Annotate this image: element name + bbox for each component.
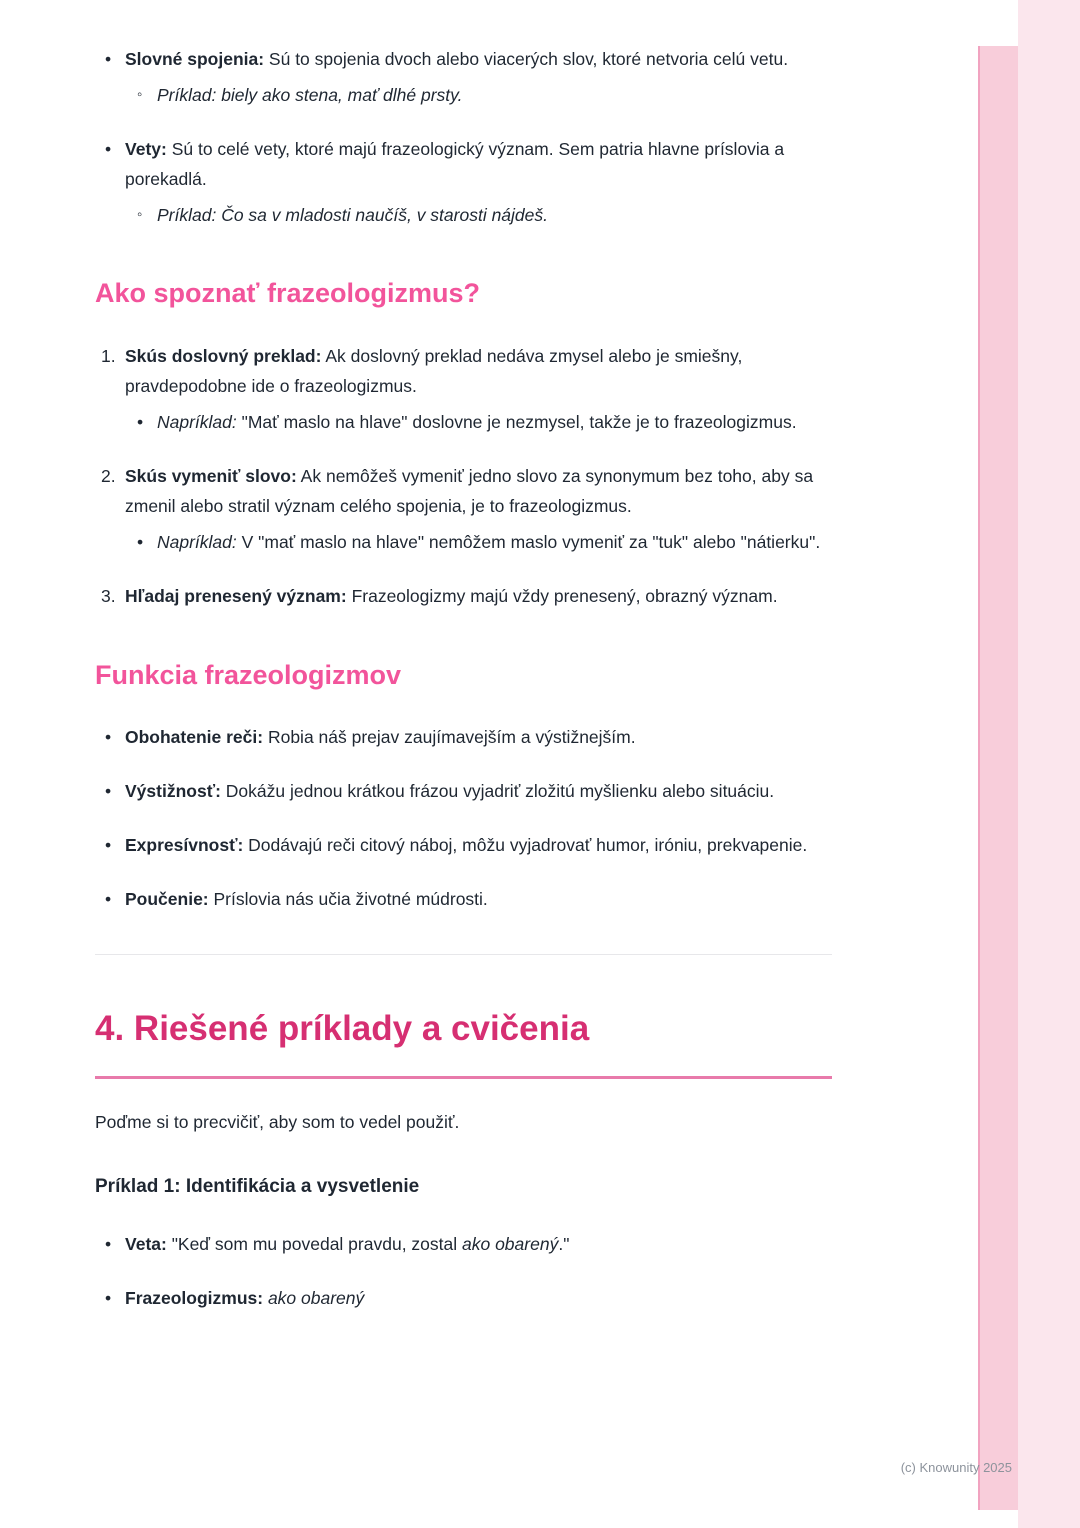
- list-item-body: [125, 884, 832, 914]
- item-text: "Keď som mu povedal pravdu, zostal: [166, 1234, 462, 1255]
- item-lead: Veta:: [125, 1234, 167, 1255]
- exercises-title: 4. Riešené príklady a cvičenia: [95, 999, 832, 1078]
- bullet-icon: •: [105, 727, 112, 747]
- list-item-body: [125, 341, 832, 437]
- list-item: [95, 44, 832, 110]
- page-edge-band: [978, 46, 1018, 1510]
- bullet-icon: •: [105, 1234, 112, 1255]
- list-number: 3.: [101, 586, 116, 607]
- item-lead: Obohatenie reči:: [125, 727, 264, 747]
- item-text: Sú to celé vety, ktoré majú frazeologický význam. Sem patria hlavne príslovia a porekadlá.: [125, 139, 785, 190]
- circle-bullet-icon: ◦: [137, 206, 143, 224]
- list-number: 1.: [101, 345, 116, 366]
- item-text: Robia náš prejav zaujímavejším a výstižnejším.: [263, 727, 636, 747]
- item-lead: Vety:: [125, 139, 167, 160]
- item-text: Ak doslovný preklad nedáva zmysel alebo je smiešny, pravdepodobne ide o frazeologizmus.: [125, 345, 743, 396]
- list-item-text: [125, 134, 832, 194]
- list-item-body: [125, 1283, 832, 1313]
- item-lead: Frazeologizmus:: [125, 1288, 264, 1309]
- list-item: [95, 1283, 832, 1313]
- note-lead: Napríklad:: [157, 412, 237, 433]
- list-number: 2.: [101, 466, 116, 487]
- footer-credit: (c) Knowunity 2025: [900, 1460, 1012, 1475]
- section-heading-function: Funkcia frazeologizmov: [95, 659, 402, 690]
- list-item-text: [125, 341, 832, 401]
- item-text: Dokážu jednou krátkou frázou vyjadriť zložitú myšlienku alebo situáciu.: [220, 781, 775, 802]
- list-item: [95, 722, 832, 752]
- sub-item-body: [157, 200, 832, 230]
- list-item: [95, 776, 832, 806]
- idiom-text: ako obarený: [462, 1234, 559, 1255]
- item-lead: Skús doslovný preklad:: [125, 345, 322, 366]
- list-item-text: [125, 44, 832, 74]
- bullet-icon: •: [137, 412, 144, 433]
- sub-list-item: [137, 80, 832, 110]
- list-item-text: [125, 581, 832, 611]
- document-content: [95, 44, 832, 1338]
- section-divider: [95, 954, 832, 955]
- note-text: "Mať maslo na hlave" doslovne je nezmysel, takže je to frazeologizmus.: [236, 412, 797, 433]
- bullet-icon: •: [105, 1288, 112, 1309]
- list-item: [95, 830, 832, 860]
- item-text: Frazeologizmy majú vždy prenesený, obrazný význam.: [346, 586, 778, 607]
- sub-list-item: [137, 200, 832, 230]
- numbered-item: [95, 461, 832, 557]
- item-text: Ak nemôžeš vymeniť jedno slovo za synonymum bez toho, aby sa zmenil alebo stratil význam celého spojenia, je to frazeologizmus.: [125, 466, 814, 517]
- idiom-text: ako obarený: [263, 1288, 365, 1309]
- example-text: Príklad: Čo sa v mladosti naučíš, v starosti nájdeš.: [157, 205, 548, 226]
- sub-item-body: [157, 80, 832, 110]
- list-item-body: [125, 44, 832, 110]
- item-text: Dodávajú reči citový náboj, môžu vyjadrovať humor, iróniu, prekvapenie.: [243, 835, 808, 856]
- item-lead: Poučenie:: [125, 889, 209, 910]
- numbered-item: [95, 341, 832, 437]
- sub-item-body: [157, 527, 832, 557]
- circle-bullet-icon: ◦: [137, 86, 143, 104]
- item-text: Príslovia nás učia životné múdrosti.: [208, 889, 488, 910]
- item-lead: Slovné spojenia:: [125, 49, 265, 69]
- bullet-icon: •: [105, 889, 112, 910]
- note-lead: Napríklad:: [157, 532, 237, 553]
- note-text: V "mať maslo na hlave" nemôžem maslo vymeniť za "tuk" alebo "nátierku".: [236, 532, 821, 553]
- example-1-heading: Príklad 1: Identifikácia a vysvetlenie: [95, 1175, 420, 1197]
- function-list: [95, 722, 832, 914]
- list-item-body: [125, 581, 832, 611]
- numbered-item: [95, 581, 832, 611]
- bullet-icon: •: [105, 139, 112, 160]
- recognize-steps-list: [95, 341, 832, 612]
- item-lead: Výstižnosť:: [125, 781, 221, 802]
- list-item-body: [125, 461, 832, 557]
- item-lead: Expresívnosť:: [125, 835, 244, 856]
- phrase-types-list: [95, 44, 832, 230]
- item-text: .": [558, 1234, 570, 1255]
- list-item-body: [125, 134, 832, 230]
- section-heading-recognize: Ako spoznať frazeologizmus?: [95, 278, 480, 309]
- list-item: [95, 134, 832, 230]
- sub-item-body: [157, 407, 832, 437]
- item-lead: Hľadaj prenesený význam:: [125, 586, 347, 607]
- bullet-icon: •: [105, 49, 112, 69]
- page-edge-band-light: [1018, 0, 1080, 1528]
- bullet-icon: •: [105, 835, 112, 856]
- list-item-body: [125, 1229, 832, 1259]
- example-text: Príklad: biely ako stena, mať dlhé prsty.: [157, 85, 463, 106]
- list-item-body: [125, 722, 832, 752]
- bullet-icon: •: [137, 532, 144, 553]
- sub-list-item: [137, 407, 832, 437]
- bullet-icon: •: [105, 781, 112, 802]
- list-item: [95, 884, 832, 914]
- example-1-list: [95, 1229, 832, 1313]
- item-text: Sú to spojenia dvoch alebo viacerých slov, ktoré netvoria celú vetu.: [264, 49, 789, 69]
- sub-list-item: [137, 527, 832, 557]
- list-item-body: [125, 776, 832, 806]
- list-item-text: [125, 461, 832, 521]
- item-lead: Skús vymeniť slovo:: [125, 466, 297, 487]
- exercises-intro: Poďme si to precvičiť, aby som to vedel použiť.: [95, 1111, 460, 1132]
- list-item-body: [125, 830, 832, 860]
- list-item: [95, 1229, 832, 1259]
